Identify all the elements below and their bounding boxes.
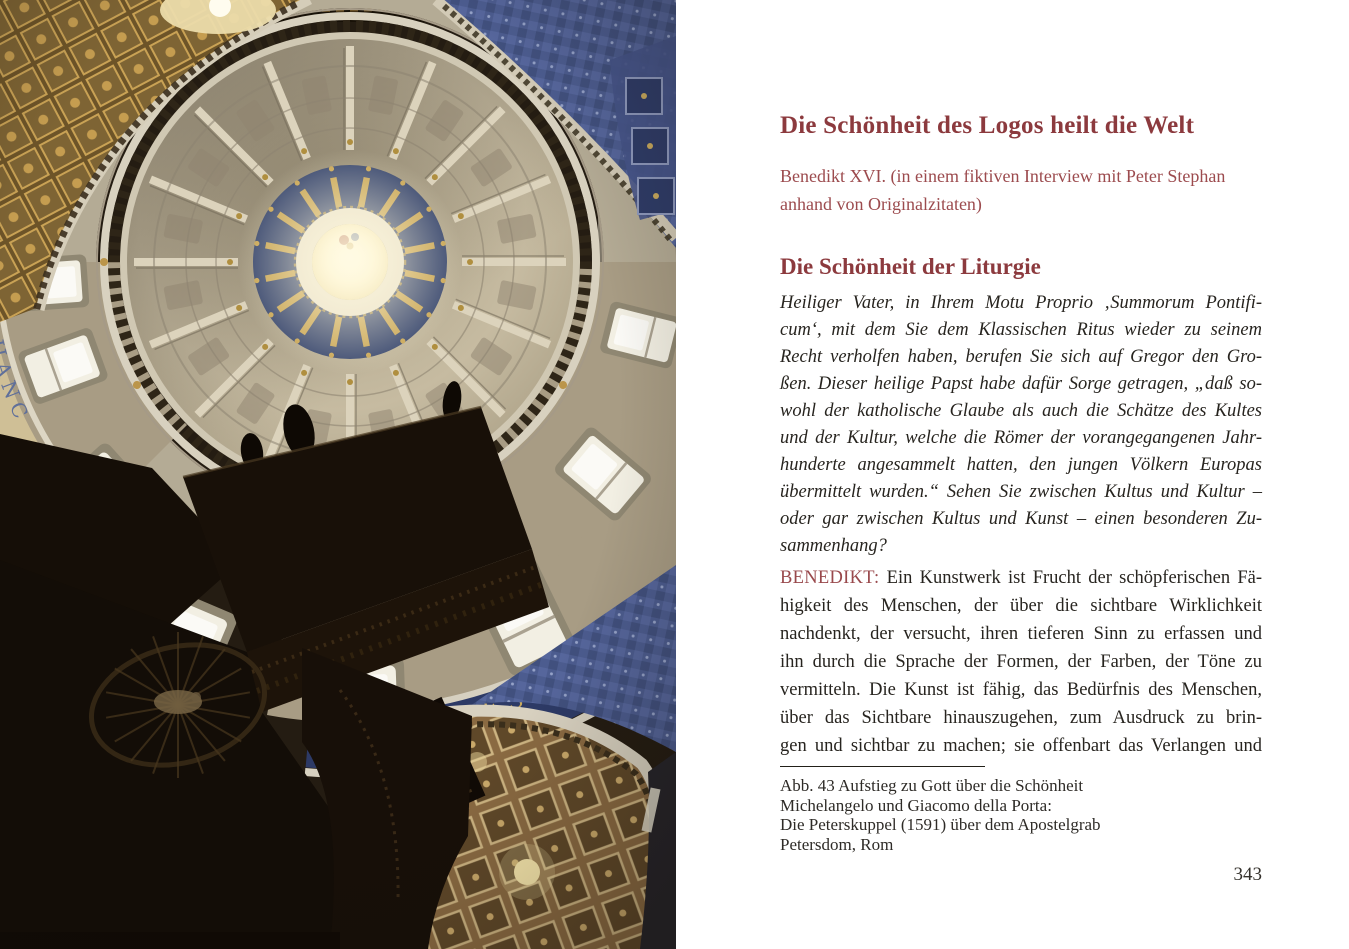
article-byline xyxy=(780,162,1300,218)
section-heading: Die Schönheit der Liturgie xyxy=(780,254,1041,279)
figure-caption xyxy=(780,776,1262,854)
caption-rule xyxy=(780,766,985,767)
answer-line xyxy=(780,564,1262,592)
question-line: Recht verholfen haben, berufen Sie sich auf Gregor den Gro- xyxy=(780,347,1262,367)
caption-line: Petersdom, Rom xyxy=(780,834,894,854)
interview-question xyxy=(780,290,1262,560)
question-line: oder gar zwischen Kultus und Kunst – einen besonderen Zu- xyxy=(780,509,1262,529)
question-line: übermittelt wurden.“ Sehen Sie zwischen Kultus und Kultur – xyxy=(780,482,1262,502)
interview-answer xyxy=(780,564,1262,760)
article-title: Die Schönheit des Logos heilt die Welt xyxy=(780,112,1195,139)
question-line: ßen. Dieser heilige Papst habe dafür Sorge getragen, „daß so- xyxy=(780,374,1262,394)
question-line: Heiliger Vater, in Ihrem Motu Proprio ‚Summorum Pontifi- xyxy=(780,293,1262,313)
answer-line: nachdenkt, der versucht, ihren tieferen Sinn zu erfassen und xyxy=(780,624,1262,644)
caption-line: Die Peterskuppel (1591) über dem Apostelgrab xyxy=(780,815,1101,834)
page-number: 343 xyxy=(1233,864,1262,885)
caption-line: Michelangelo und Giacomo della Porta: xyxy=(780,795,1052,815)
speaker-label: BENEDIKT: xyxy=(780,568,880,588)
question-line: hunderte angesammelt hatten, den jungen Völkern Europas xyxy=(780,455,1262,475)
answer-line: über das Sichtbare hinauszugehen, zum Ausdruck zu brin- xyxy=(780,708,1262,728)
byline-line: anhand von Originalzitaten) xyxy=(780,194,982,214)
caption-line: Abb. 43 Aufstieg zu Gott über die Schönheit xyxy=(780,776,1084,795)
answer-text: Ein Kunstwerk ist Frucht der schöpferischen Fä- xyxy=(886,568,1263,588)
answer-line: gen und sichtbar zu machen; sie offenbart das Verlangen und xyxy=(780,736,1262,756)
question-line: sammenhang? xyxy=(780,536,887,556)
byline-line: Benedikt XVI. (in einem fiktiven Interview mit Peter Stephan xyxy=(780,166,1226,186)
question-line: und der Kultur, welche die Römer der vorangegangenen Jahr- xyxy=(780,428,1262,448)
question-line: cum‘, mit dem Sie dem Klassischen Ritus wieder zu seinem xyxy=(780,320,1262,340)
answer-line: vermitteln. Die Kunst ist fähig, das Bedürfnis des Menschen, xyxy=(780,680,1262,700)
question-line: wohl der katholische Glaube als auch die Schätze des Kultes xyxy=(780,401,1262,421)
text-page xyxy=(780,0,1262,949)
answer-line: ihn durch die Sprache der Formen, der Farben, der Töne zu xyxy=(780,652,1262,672)
answer-line: higkeit des Menschen, der über die sichtbare Wirklichkeit xyxy=(780,596,1262,616)
